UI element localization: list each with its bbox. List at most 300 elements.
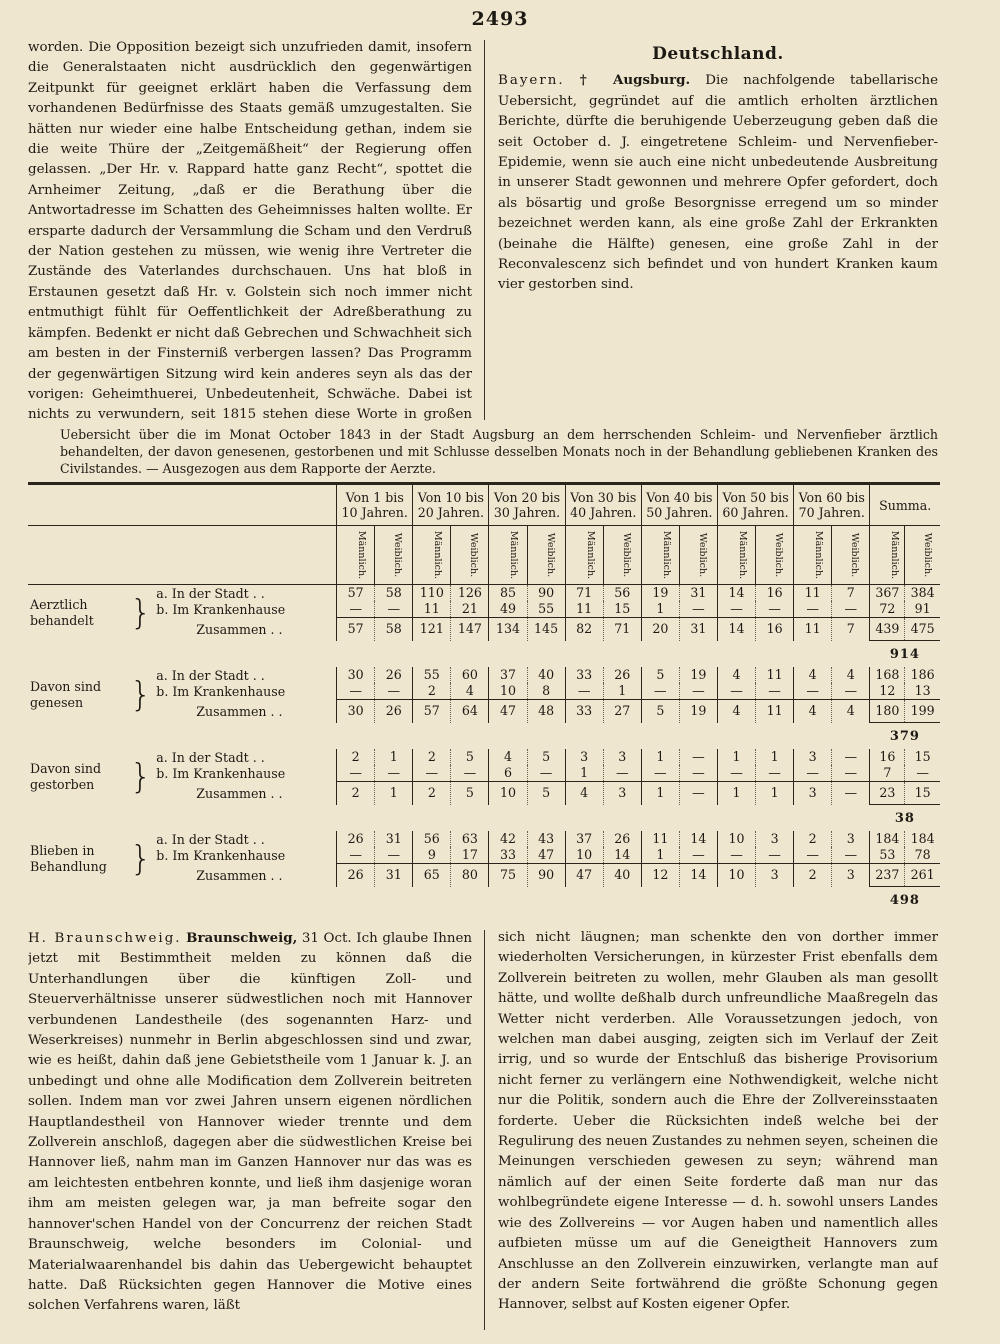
table-cell: 4 (832, 700, 870, 723)
table-cell: 126 (451, 585, 489, 602)
table-cell: 58 (375, 618, 413, 641)
table-cell: 65 (413, 864, 451, 887)
table-cell: 11 (794, 585, 832, 602)
table-cell: 11 (565, 601, 603, 618)
table-row (28, 782, 940, 805)
table-cell: — (375, 601, 413, 618)
table-cell: 1 (641, 847, 679, 864)
table-cell: 2 (337, 782, 375, 805)
table-cell: 42 (489, 831, 527, 847)
table-cell: — (717, 847, 755, 864)
brace-glyph: } (130, 592, 152, 633)
table-cell: — (337, 601, 375, 618)
table-cell: 56 (603, 585, 641, 602)
female-header (451, 526, 489, 585)
table-cell: 4 (717, 667, 755, 683)
table-cell: 21 (451, 601, 489, 618)
table-cell: 145 (527, 618, 565, 641)
dateline: † Augsburg. (579, 72, 691, 89)
table-cell: 168 (870, 667, 905, 683)
table-cell: 4 (489, 749, 527, 765)
sex-label: Männlich. (432, 530, 444, 580)
brace-glyph: } (130, 674, 152, 715)
sex-label: Weiblich. (620, 532, 632, 578)
table-cell: 37 (489, 667, 527, 683)
table-cell: 80 (451, 864, 489, 887)
table-cell: 31 (679, 585, 717, 602)
table-cell: 33 (565, 667, 603, 683)
table-cell: 5 (527, 782, 565, 805)
table-cell: 85 (489, 585, 527, 602)
table-cell: 72 (870, 601, 905, 618)
sex-label: Männlich. (660, 530, 672, 580)
column-divider (484, 930, 485, 1330)
table-cell: 184 (905, 831, 940, 847)
article-column-top-right (498, 38, 938, 423)
table-cell: 15 (905, 782, 940, 805)
table-cell: 91 (905, 601, 940, 618)
article-text: sich nicht läugnen; man schenkte den von dorther immer wiederholten Versicherungen, in kürzester Frist ebenfalls dem Zollverein beitreten zu wollen, mehr Glauben als man gesollt hätte, und wollte deßhalb durch unfreundliche Maaßregeln das Wetter nicht verderben. Alle Voraussetzungen jedoch, von welchen man dabei ausging, zeigten sich im Verlauf der Zeit irrig, und so wurde der Entschluß das bisherige Provisorium nicht ferner zu verlängern eine Nothwendigkeit, welche nicht nur die Politik, sondern auch die Ehre der Zollvereinsstaaten forderte. Ueber die Rücksichten indeß welche bei der Regulirung des neuen Zustandes zu nehmen seyen, scheinen die Meinungen verschieden gewesen zu seyn; während man nämlich auf der einen Seite forderte daß man nur das wohlbegründete eigene Interesse — d. h. sowohl unsers Landes wie des Zollvereins — vor Augen haben und namentlich alles aufbieten müsse um auf die Geneigtheit Hannovers zum Anschlusse an den Zollverein einzuwirken, verlangte man auf der andern Seite fortwährend die größte Schonung gegen Hannover, selbst auf Kosten eigener Opfer. (498, 930, 938, 1313)
table-cell: 5 (451, 749, 489, 765)
table-cell: — (679, 847, 717, 864)
table-cell: 23 (870, 782, 905, 805)
article-text: worden. Die Opposition bezeigt sich unzufrieden damit, insofern die Generalstaaten nicht ausdrücklich den gegenwärtigen Zeitpunkt für geeignet erklärt haben die Verfassung dem vorhandenen Bedürfnisse des Staats gemäß umzugestalten. Sie hätten nur wieder eine halbe Entscheidung gethan, indem sie die weite Thüre der „Zeitgemäßheit“ der Regierung offen gelassen. „Der Hr. v. Rappard hatte ganz Recht“, spottet die Arnheimer Zeitung, „daß er die Berathung über die Antwortadresse im Schatten des Geheimnisses halten wollte. Er ersparte dadurch der Versammlung die Scham und den Verdruß der Nation gestehen zu müssen, wie wenig ihre Vertreter die Zustände des Vaterlandes durchschauen. Uns hat bloß in Erstaunen gesetzt daß Hr. v. Golstein sich noch immer nicht entmuthigt fühlt für Oeffentlichkeit der Adreßberathung zu kämpfen. Bedenkt er nicht daß Gebrechen und Schwachheit sich am besten in der Finsterniß verbergen lassen? Das Programm der gegenwärtigen Sitzung wird kein anderes seyn als das der vorigen: Geheimthuerei, Unbedeutenheit, Schwäche. Dabei ist nichts zu verwundern, seit 1815 stehen diese Worte in großen (28, 40, 472, 423)
table-cell: — (794, 847, 832, 864)
brace-glyph: } (130, 756, 152, 797)
table-cell: — (832, 683, 870, 700)
table-cell: 15 (603, 601, 641, 618)
row-label: Zusammen . . (196, 621, 283, 637)
table-cell: 11 (641, 831, 679, 847)
table-cell: — (832, 601, 870, 618)
table-cell: 12 (641, 864, 679, 887)
table-cell: 8 (527, 683, 565, 700)
table-cell: 57 (337, 585, 375, 602)
table-cell: 31 (375, 831, 413, 847)
date: 31 Oct. (301, 931, 352, 946)
table-cell: — (679, 749, 717, 765)
place-name: Bayern. (498, 73, 565, 89)
table-cell: 47 (527, 847, 565, 864)
table-cell: 3 (756, 831, 794, 847)
table-cell: 475 (905, 618, 940, 641)
table-row (28, 601, 940, 618)
table-cell: 71 (565, 585, 603, 602)
table-cell: 110 (413, 585, 451, 602)
table-cell: 15 (905, 749, 940, 765)
female-header (375, 526, 413, 585)
table-cell: 439 (870, 618, 905, 641)
table-cell: 43 (527, 831, 565, 847)
table-cell: 7 (832, 585, 870, 602)
table-cell: 48 (527, 700, 565, 723)
table-cell: — (679, 683, 717, 700)
table-cell: 90 (527, 585, 565, 602)
table-cell: 367 (870, 585, 905, 602)
dateline: Braunschweig, (186, 930, 298, 946)
table-cell: 180 (870, 700, 905, 723)
table-cell: 10 (717, 831, 755, 847)
table-cell: 10 (489, 683, 527, 700)
sex-label: Weiblich. (392, 532, 404, 578)
category-label (28, 667, 156, 723)
table-cell: 40 (603, 864, 641, 887)
table-cell: — (832, 749, 870, 765)
table-cell: 5 (641, 700, 679, 723)
blank-cell (28, 887, 870, 914)
category-text: Blieben in Behandlung (30, 842, 107, 874)
table-cell: 26 (603, 667, 641, 683)
table-cell: — (413, 765, 451, 782)
table-cell: 261 (905, 864, 940, 887)
article-paragraph (28, 928, 472, 1317)
table-cell: 26 (375, 667, 413, 683)
table-cell: 384 (905, 585, 940, 602)
table-cell: 3 (603, 782, 641, 805)
table-cell: — (905, 765, 940, 782)
table-cell: 11 (794, 618, 832, 641)
table-cell: 3 (565, 749, 603, 765)
table-cell: 20 (641, 618, 679, 641)
category-text: Davon sind gestorben (30, 760, 102, 792)
table-cell: 4 (717, 700, 755, 723)
table-cell: 56 (413, 831, 451, 847)
section-heading: Deutschland. (652, 44, 784, 64)
male-header (641, 526, 679, 585)
table-cell: — (679, 782, 717, 805)
table-cell: — (337, 847, 375, 864)
sex-label: Weiblich. (468, 532, 480, 578)
male-header (717, 526, 755, 585)
table-cell: — (717, 683, 755, 700)
table-cell: 4 (451, 683, 489, 700)
table-cell: 55 (413, 667, 451, 683)
category-label (28, 585, 156, 641)
row-label: b. Im Krankenhause (156, 765, 286, 781)
table-row (28, 585, 940, 602)
sex-label: Weiblich. (697, 532, 709, 578)
table-cell: 2 (794, 831, 832, 847)
table-cell: 14 (679, 831, 717, 847)
table-cell: — (375, 765, 413, 782)
table-cell: 2 (413, 749, 451, 765)
article-text: Die nachfolgende tabellarische Uebersicht, gegründet auf die amtlich erholten ärztlichen Berichte, dürfte die beruhigende Ueberzeugung geben daß die seit October d. J. eingetretene Schleim- und Nervenfieber-Epidemie, wenn sie auch eine nicht unbedeutende Ausbreitung in unserer Stadt gewonnen und mehrere Opfer gefordert, doch als bösartig und große Besorgnisse erregend um so minder bezeichnet werden kann, als eine große Zahl der Erkrankten (beinahe die Hälfte) genesen, eine große Zahl in der Reconvalescenz sich befindet und von hundert Kranken kaum vier gestorben sind. (498, 73, 938, 293)
table-cell: 55 (527, 601, 565, 618)
sex-label: Männlich. (356, 530, 368, 580)
grand-total-row (28, 805, 940, 832)
table-cell: 11 (413, 601, 451, 618)
table-cell: 14 (717, 585, 755, 602)
column-divider (484, 40, 485, 420)
male-header (337, 526, 375, 585)
female-header (527, 526, 565, 585)
article-text: Ich glaube Ihnen jetzt mit Bestimmtheit melden zu können daß die Unterhandlungen über die künftigen Zoll- und Steuerverhältnisse unserer südwestlichen noch mit Hannover verbundenen Landestheile (des sogenannten Harz- und Weserkreises) nunmehr in Berlin abgeschlossen sind und zwar, wie es heißt, dahin daß jene Gebietstheile vom 1 Januar k. J. an unbedingt und ohne alle Modification dem Zollverein beitreten sollen. Indem man vor zwei Jahren unsern eigenen nördlichen Hauptlandestheil von Hannover wieder trennte und dem Zollverein anschloß, dagegen aber die südwestlichen Kreise bei Hannover ließ, nahm man im Ganzen Hannover nur das was es am leichtesten entbehren konnte, und ließ ihm dasjenige woran ihm am meisten gelegen war, ja man befreite sogar den hannover'schen Handel von der Concurrenz der reichen Stadt Braunschweig, welche besonders im Colonial- und Materialwaarenhandel bis dahin das Uebergewicht behauptet hatte. Daß Rücksichten gegen Hannover die Motive eines solchen Verfahrens waren, läßt (28, 931, 472, 1314)
table-cell: 4 (565, 782, 603, 805)
table-cell: 3 (832, 864, 870, 887)
sex-label: Weiblich. (544, 532, 556, 578)
table-cell: 186 (905, 667, 940, 683)
row-label: Zusammen . . (196, 785, 283, 801)
article-paragraph (498, 70, 938, 295)
table-cell: 31 (375, 864, 413, 887)
epidemic-statistics-table (28, 485, 940, 913)
table-cell: 1 (641, 749, 679, 765)
grand-total-row (28, 723, 940, 750)
table-cell: — (527, 765, 565, 782)
sex-label: Weiblich. (922, 532, 934, 578)
table-cell: 47 (489, 700, 527, 723)
table-cell: — (756, 765, 794, 782)
table-cell: 1 (603, 683, 641, 700)
table-cell: — (794, 765, 832, 782)
article-column-top-left (28, 38, 472, 423)
table-cell: 26 (603, 831, 641, 847)
table-cell: 33 (489, 847, 527, 864)
table-cell: — (832, 847, 870, 864)
grand-total: 914 (870, 641, 940, 668)
female-header (905, 526, 940, 585)
header-blank (28, 526, 337, 585)
page-number: 2493 (471, 8, 529, 30)
table-cell: — (337, 683, 375, 700)
table-cell: 19 (679, 667, 717, 683)
row-label: a. In der Stadt . . (156, 831, 265, 847)
table-row (28, 683, 940, 700)
female-header (603, 526, 641, 585)
table-cell: — (679, 765, 717, 782)
table-cell: 40 (527, 667, 565, 683)
table-cell: 53 (870, 847, 905, 864)
age-group-header: Von 30 bis 40 Jahren. (565, 485, 641, 526)
table-cell: 75 (489, 864, 527, 887)
table-cell: 1 (641, 782, 679, 805)
table-cell: 1 (565, 765, 603, 782)
table-cell: 10 (489, 782, 527, 805)
table-cell: 13 (905, 683, 940, 700)
table-cell: 4 (832, 667, 870, 683)
table-cell: — (832, 765, 870, 782)
table-cell: 134 (489, 618, 527, 641)
grand-total: 379 (870, 723, 940, 750)
table-cell: 14 (603, 847, 641, 864)
table-cell: 1 (375, 782, 413, 805)
table-cell: — (565, 683, 603, 700)
table-cell: — (337, 765, 375, 782)
male-header (413, 526, 451, 585)
table-cell: 30 (337, 700, 375, 723)
age-group-header: Von 10 bis 20 Jahren. (413, 485, 489, 526)
sex-label: Männlich. (889, 530, 901, 580)
table-cell: 14 (679, 864, 717, 887)
table-cell: — (756, 847, 794, 864)
table-cell: — (603, 765, 641, 782)
table-cell: — (756, 601, 794, 618)
row-label: a. In der Stadt . . (156, 585, 265, 601)
category-text: Aerztlich behandelt (30, 596, 94, 628)
table-cell: — (451, 765, 489, 782)
table-cell: 237 (870, 864, 905, 887)
table-cell: 7 (870, 765, 905, 782)
blank-cell (28, 641, 870, 668)
article-column-bottom-right (498, 928, 938, 1338)
blank-cell (28, 723, 870, 750)
female-header (756, 526, 794, 585)
table-cell: 57 (337, 618, 375, 641)
table-cell: 37 (565, 831, 603, 847)
sex-label: Männlich. (813, 530, 825, 580)
female-header (832, 526, 870, 585)
table-cell: 31 (679, 618, 717, 641)
table-cell: 1 (756, 782, 794, 805)
female-header (679, 526, 717, 585)
table-cell: 14 (717, 618, 755, 641)
row-label: a. In der Stadt . . (156, 749, 265, 765)
age-group-header: Von 40 bis 50 Jahren. (641, 485, 717, 526)
brace-glyph: } (130, 838, 152, 879)
age-group-header: Von 1 bis 10 Jahren. (337, 485, 413, 526)
place-name: H. Braunschweig. (28, 931, 182, 946)
male-header (489, 526, 527, 585)
grand-total-row (28, 887, 940, 914)
table-cell: 9 (413, 847, 451, 864)
table-row (28, 847, 940, 864)
table-cell: 3 (756, 864, 794, 887)
table-cell: — (375, 847, 413, 864)
table-cell: — (641, 765, 679, 782)
table-cell: 1 (756, 749, 794, 765)
row-label: b. Im Krankenhause (156, 683, 286, 699)
grand-total-row (28, 641, 940, 668)
table-cell: 49 (489, 601, 527, 618)
table-cell: 33 (565, 700, 603, 723)
table-cell: — (756, 683, 794, 700)
row-label: a. In der Stadt . . (156, 667, 265, 683)
table-cell: — (679, 601, 717, 618)
age-group-header: Von 20 bis 30 Jahren. (489, 485, 565, 526)
table-cell: 26 (337, 864, 375, 887)
table-cell: 184 (870, 831, 905, 847)
table-cell: — (794, 601, 832, 618)
table-cell: 10 (717, 864, 755, 887)
table-cell: 82 (565, 618, 603, 641)
sex-label: Männlich. (584, 530, 596, 580)
table-cell: 5 (451, 782, 489, 805)
category-label (28, 749, 156, 805)
table-cell: 2 (794, 864, 832, 887)
table-cell: 5 (641, 667, 679, 683)
table-cell: 6 (489, 765, 527, 782)
table-cell: — (794, 683, 832, 700)
grand-total: 38 (870, 805, 940, 832)
table-cell: — (641, 683, 679, 700)
table-cell: 26 (337, 831, 375, 847)
table-cell: 12 (870, 683, 905, 700)
table-row (28, 765, 940, 782)
header-blank (28, 485, 337, 526)
row-label: b. Im Krankenhause (156, 847, 286, 863)
table-cell: 4 (794, 700, 832, 723)
table-cell: 17 (451, 847, 489, 864)
table-cell: — (832, 782, 870, 805)
sex-label: Männlich. (737, 530, 749, 580)
table-cell: 27 (603, 700, 641, 723)
table-cell: 5 (527, 749, 565, 765)
row-label: b. Im Krankenhause (156, 601, 286, 617)
table-cell: 11 (756, 700, 794, 723)
table-cell: 2 (413, 782, 451, 805)
table-cell: 60 (451, 667, 489, 683)
table-cell: 47 (565, 864, 603, 887)
table-cell: 2 (413, 683, 451, 700)
table-cell: 10 (565, 847, 603, 864)
male-header (565, 526, 603, 585)
row-label: Zusammen . . (196, 703, 283, 719)
table-cell: 26 (375, 700, 413, 723)
table-cell: 199 (905, 700, 940, 723)
table-cell: 2 (337, 749, 375, 765)
table-cell: 90 (527, 864, 565, 887)
table-cell: — (375, 683, 413, 700)
category-text: Davon sind genesen (30, 678, 102, 710)
table-cell: 3 (832, 831, 870, 847)
table-row (28, 831, 940, 847)
male-header (870, 526, 905, 585)
table-cell: 1 (641, 601, 679, 618)
sex-label: Weiblich. (849, 532, 861, 578)
table-cell: 64 (451, 700, 489, 723)
table-cell: 71 (603, 618, 641, 641)
table-cell: 63 (451, 831, 489, 847)
table-row (28, 667, 940, 683)
table-cell: 1 (717, 749, 755, 765)
table-row (28, 700, 940, 723)
table-cell: 16 (756, 618, 794, 641)
table-cell: 3 (603, 749, 641, 765)
table-cell: — (717, 601, 755, 618)
sex-label: Männlich. (508, 530, 520, 580)
table-cell: 16 (756, 585, 794, 602)
table-cell: 147 (451, 618, 489, 641)
table-cell: 57 (413, 700, 451, 723)
table-row (28, 618, 940, 641)
table-cell: 11 (756, 667, 794, 683)
table-cell: 7 (832, 618, 870, 641)
table-row (28, 749, 940, 765)
row-label: Zusammen . . (196, 867, 283, 883)
age-group-header: Von 50 bis 60 Jahren. (717, 485, 793, 526)
table-cell: 19 (641, 585, 679, 602)
table-cell: 58 (375, 585, 413, 602)
age-group-header: Von 60 bis 70 Jahren. (794, 485, 870, 526)
table-cell: 16 (870, 749, 905, 765)
table-cell: 3 (794, 782, 832, 805)
article-column-bottom-left (28, 928, 472, 1338)
category-label (28, 831, 156, 887)
sex-label: Weiblich. (773, 532, 785, 578)
male-header (794, 526, 832, 585)
table-cell: 30 (337, 667, 375, 683)
table-cell: 1 (375, 749, 413, 765)
table-cell: — (717, 765, 755, 782)
table-row (28, 864, 940, 887)
grand-total: 498 (870, 887, 940, 914)
table-cell: 4 (794, 667, 832, 683)
table-cell: 19 (679, 700, 717, 723)
table-cell: 1 (717, 782, 755, 805)
table-cell: 3 (794, 749, 832, 765)
table-cell: 121 (413, 618, 451, 641)
table-caption: Uebersicht über die im Monat October 1843 in der Stadt Augsburg an dem herrschenden Schleim- und Nervenfieber ärztlich behandelten, der davon genesenen, gestorbenen und mit Schlusse desselben Monats noch in der Behandlung gebliebenen Kranken des Civilstandes. — Ausgezogen aus dem Rapporte der Aerzte. (60, 427, 938, 476)
